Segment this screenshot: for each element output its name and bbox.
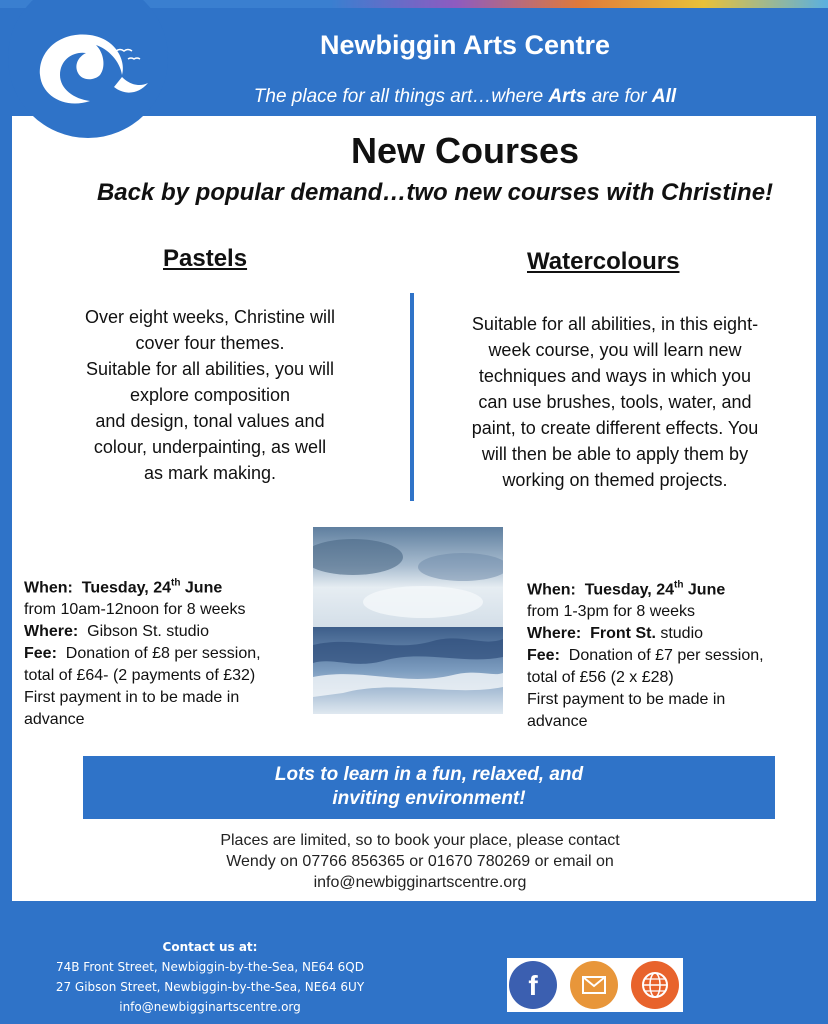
pastels-line: colour, underpainting, as well (93, 437, 327, 457)
footer-address: 74B Front Street, Newbiggin-by-the-Sea, NE64 6QD (55, 960, 364, 974)
watercolours-line: paint, to create different effects. You (471, 418, 759, 438)
watercolours-heading: Watercolours (527, 248, 680, 275)
facebook-icon[interactable] (509, 961, 557, 1009)
booking-line: Wendy on 07766 856365 or 01670 780269 or email on (226, 853, 614, 870)
header (0, 8, 828, 116)
footer-contact (20, 937, 400, 1017)
watercolours-line: can use brushes, tools, water, and (478, 392, 752, 412)
highlight-banner (83, 756, 775, 819)
booking-email[interactable]: info@newbigginartscentre.org (313, 874, 527, 891)
footer-email[interactable]: info@newbigginartscentre.org (119, 1000, 301, 1014)
booking-info (150, 830, 690, 893)
watercolours-line: week course, you will learn new (488, 340, 742, 360)
social-links (507, 958, 683, 1012)
pastels-line: explore composition (129, 385, 291, 405)
wave-logo-icon (30, 23, 150, 113)
watercolours-line: techniques and ways in which you (478, 366, 752, 386)
column-divider (410, 293, 414, 501)
booking-line: Places are limited, so to book your place, please contact (220, 832, 620, 849)
banner-line: Lots to learn in a fun, relaxed, and (274, 764, 584, 785)
svg-text:f: f (528, 970, 538, 1001)
page-title: New Courses (350, 130, 580, 171)
pastels-line: as mark making. (143, 463, 277, 483)
pastels-description (30, 304, 390, 486)
banner-line: inviting environment! (332, 788, 526, 809)
pastels-line: Suitable for all abilities, you will (85, 359, 335, 379)
subtitle: Back by popular demand…two new courses with Christine! (96, 179, 774, 206)
pastels-line: and design, tonal values and (95, 411, 325, 431)
footer-address: 27 Gibson Street, Newbiggin-by-the-Sea, NE64 6UY (55, 980, 365, 994)
pastels-line: cover four themes. (135, 333, 285, 353)
watercolours-description (430, 311, 800, 493)
watercolours-details: When: Tuesday, 24th June from 1-3pm for 8 weeks Where: Front St. studio Fee: Donation of £7 per session, total of £56 (2 x £28) First payment to be made in advance (527, 580, 764, 731)
envelope-icon[interactable] (570, 961, 618, 1009)
org-title: Newbiggin Arts Centre (319, 30, 611, 60)
watercolours-line: will then be able to apply them by (481, 444, 749, 464)
seascape-painting-image (313, 527, 503, 714)
pastels-line: Over eight weeks, Christine will (84, 307, 336, 327)
footer-heading: Contact us at: (162, 940, 258, 954)
watercolours-line: Suitable for all abilities, in this eight- (471, 314, 759, 334)
pastels-details: When: Tuesday, 24th June from 10am-12noon for 8 weeks Where: Gibson St. studio Fee: Donation of £8 per session, total of £64- (2 payments of £32) First payment in to be made in advance (24, 578, 261, 729)
globe-icon[interactable] (631, 961, 679, 1009)
watercolours-line: working on themed projects. (502, 470, 728, 490)
pastels-heading: Pastels (163, 245, 248, 272)
tagline: The place for all things art…where Arts are for All (253, 86, 677, 107)
